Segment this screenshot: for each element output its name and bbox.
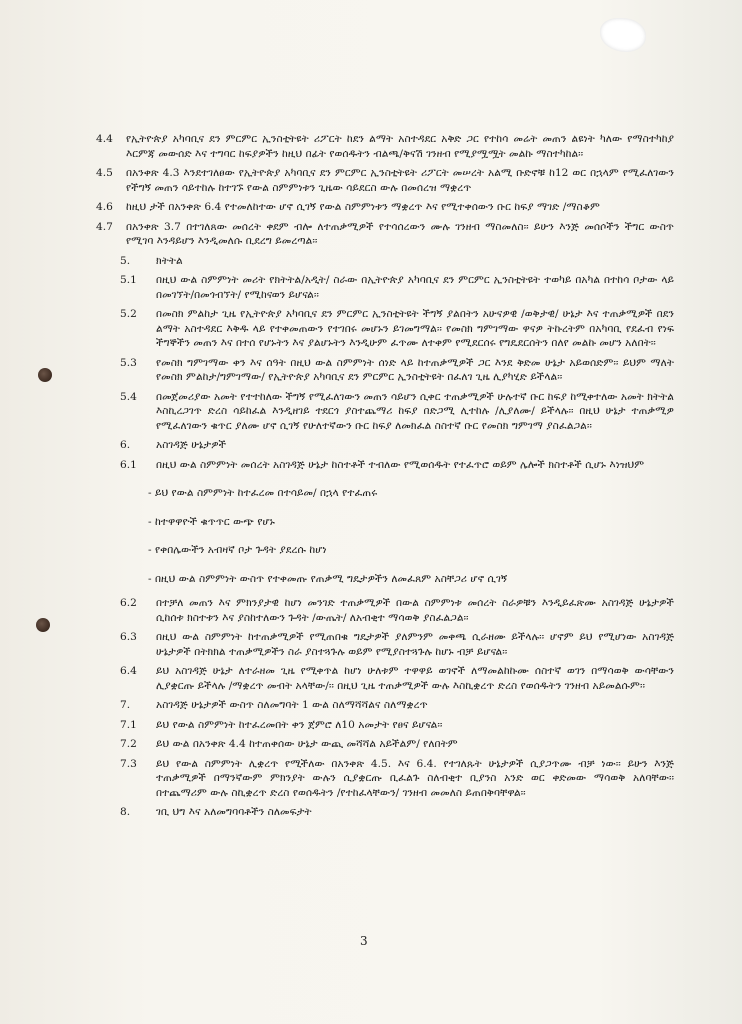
clause-text: በዚህ ውል ስምምነት መሰረት አስገዳጅ ሁኔታ ከስተቶች ተብለው የሚወሰዱት የተፈጥሮ ወይም ሌሎች ክስተቶች ሲሆኑ እነዝህም [156, 458, 645, 471]
clause-text: አስገዳጅ ሁኔታዎች ውስጥ ስለመግባት 1 ውል ስለማሻሻልና ስለማቋረጥ [156, 699, 428, 711]
clause-item [96, 596, 674, 625]
clause-number: 5. [120, 254, 131, 267]
clause-text: በመስክ ምልከታ ጊዜ የኢትዮጵያ አካባቢና ደን ምርምር ኢንስቲትዩት ችግኝ ያልበትን አሁናዎዊ /ወቅታዊ/ ሁኔታ እና ተጠቃሚዎች በደን ልማት አስተዳደር እቅዱ ላይ የተቀመጠውን የተገበሩ መሆኑን ይገመግማል፡፡ የመስክ ግምገማው ዋናዎ ትኩረትም በአካባቢ የደፈብ የነፍ ችግኞችን መጠን እና በተሰ የሆኑትን እና ያልሆኑትን እንዲሁም ፈጥሙ ለተቀም የሚደርሰሩ የግዴደርሰትን በለየ መልኩ መሆን አለበት፡፡ [156, 308, 674, 349]
clause-item [96, 438, 674, 453]
clause-number: 5.2 [120, 308, 137, 320]
dash-item: - ይህ የውል ስምምነት ከተፈረመ በተሳይመ/ በኋላ የተፈጠሩ [148, 487, 378, 499]
clause-number: 4.6 [96, 201, 113, 213]
clause-number: 6.2 [120, 597, 137, 609]
clause-number: 6. [120, 439, 131, 451]
clause-text: ይህ ውል በአንቀጽ 4.4 ከተጠቀሰው ሁኔታ ውጪ መሻሻል አይችልም/ የለበትም [156, 738, 458, 750]
clause-item [96, 200, 674, 215]
punch-hole [36, 618, 50, 632]
clause-number: 6.4 [120, 665, 137, 677]
clause-text: ይህ የውል ስምምነት ከተፈረመበት ቀን ጀምሮ ለ10 አመታት የፀና ይሆናል፡፡ [156, 718, 443, 731]
torn-corner [600, 18, 646, 52]
clause-text: በዚህ ውል ስምምነት ከተጠቃሚዎች የሚጠበቁ ግዴታዎች ያለምንም መቀጫ ሲራዘሙ ይችላሉ፡፡ ሆኖም ይህ የሚሆነው አስገዳጅ ሁኔታዎች በትክክል ተጠቃሚዎችን ስራ ያስተጓጉሉ ወይም የሚያስተጓጉሉ ከሆኑ ብቻ ይሆናል፡፡ [156, 631, 674, 658]
clause-item [96, 254, 674, 269]
dash-item: - ከተዋዋዮች ቁጥጥር ውጭ የሆኑ [148, 515, 275, 528]
clause-text: ገቢ ህግ እና አለመግባባቶችን ስለመፍታት [156, 806, 312, 818]
document-body [96, 132, 674, 825]
clause-text: ከዚህ ታች በአንቀጽ 6.4 የተመለከተው ሆኖ ሲገኝ የውል ስምምነቱን ማቋረጥ እና የሚተቀሰውን ቡር ከፍያ ማገድ /ማስቆም [126, 201, 600, 213]
clause-item [96, 273, 674, 302]
clause-item [96, 356, 674, 385]
clause-number: 7. [120, 699, 131, 711]
clause-text: የኢትዮጵያ አካባቢና ደን ምርምር ኢንስቲትዩት ሪፖርት ከደን ልማት አስተዳደር አቅድ ጋር የተከሳ መሬት መጠን ልዩነት ካለው የማስተካከያ እርምጃ መውሰድ እና ተግባር ከፍያዎችን ከዚህ በፊት የወሰዱትን ብልጫ/ቅናሽ ገንዘብ የሚያሟሟት መልኩ ማስተካከል፡፡ [126, 133, 674, 160]
clause-item [96, 166, 674, 195]
clause-text: በአንቀጽ 4.3 እንደተገለፀው የኢትዮጵያ አካባቢና ደን ምርምር ኢንስቲትዩት ሪፖርት መሠረት አልሚ ቡድኖቹ ከ12 ወር በኋላም የሚፈለገውን የችግኝ መጠን ሳይተከሉ ከተገኙ የውል ስምምነቱን ጊዜው ሳይደርስ ውሉ በመሰረዝ ማቋረጥ [126, 167, 674, 194]
clause-number: 4.7 [96, 220, 113, 233]
clause-item [96, 132, 674, 161]
clause-number: 8. [120, 806, 131, 818]
clause-item [96, 737, 674, 752]
clause-item [96, 458, 674, 473]
clause-number: 6.3 [120, 631, 137, 643]
clause-item [96, 757, 674, 801]
clause-number: 6.1 [120, 458, 137, 471]
clause-text: የመስክ ግምገማው ቀን እና ሰዓት በዚህ ውል ስምምነት ሰነድ ላይ ከተጠቃሚዎች ጋር እንደ ቅድመ ሁኔታ አይወሰድም፡፡ ይህም ማለት የመስክ ምልከታ/ግምገማው/ የኢትዮጵያ አካባቢና ደን ምርምር ኢንስቲትዩት በፈለገ ጊዜ ሊያካሂድ ይችላል፡፡ [156, 356, 674, 383]
clause-text: ይህ አስገዳጅ ሁኔታ ለተራዘመ ጊዜ የሚቀጥል ከሆነ ሁለቱም ተዋዋይ ወገኖች ለማመልከኩሙ ሰስተኛ ወገን በማሳወቅ ውሳቸውን ሊያቋርጡ ይችላሉ /ማቋረጥ መብት አላቸው/፡፡ በዚህ ጊዜ ተጠቃሚዎች ውሉ እስኪቋረጥ ድረስ የወሰዱትን ገንዘብ አይመልሱም፡፡ [156, 665, 674, 692]
clause-number: 5.1 [120, 274, 137, 286]
punch-hole [38, 368, 52, 382]
clause-text: በተቻለ መጠን እና ምክንያታዊ ከሆነ መንገድ ተጠቃሚዎች በውል ስምምነቱ መሰረት ስራዎቹን እንዲይፈጽሙ አስገዳጅ ሁኔታዎች ሲከሰቱ ክስተቱን እና ያስከተለውን ጉዳት /ውጤት/ ለአብቂተ ማሳወቅ ያስፈልጋል፡፡ [156, 597, 674, 624]
clause-item [96, 698, 674, 713]
clause-text: ይህ የውል ስምምነት ሊቋረጥ የሚችለው በአንቀጽ 4.5. እና 6.4. የተገለጹት ሁኔታዎች ሲያጋጥሙ ብቻ ነው፡፡ ይሁን እንጅ ተጠቃሚዎች በማንኛውም ምክንያት ውሉን ሲያቋርጡ ቢፈልጉ ስለብቂተ ቢያንስ አንድ ወር ቀድመው ማሳወቅ አለባቸው፡፡ በተጨማሪም ውሉ ስኪቋረጥ ድረስ የወሰዱትን /የተከፈላቸውን/ ገንዘብ መመለስ ይጠበቅባቸዋል፡፡ [156, 757, 674, 799]
dash-item: - በዚህ ውል ስምምነት ውስጥ የተቀመጡ የጠቃሚ ግዴታዎችን ለመፈጸም አስቸጋሪ ሆኖ ሲገኝ [148, 572, 508, 585]
clause-text: በዚህ ውል ስምምነት መሪት የክትትል/አዲት/ ስራው በኢትዮጵያ አካባቢና ደን ምርምር ኢንስቲትዩት ተወካይ በአካል በተከሳ ቦታው ላይ በመገኘት/በመጎብኘት/ የሚከናወን ይሆናል፡፡ [156, 274, 674, 301]
clause-number: 5.3 [120, 356, 137, 369]
clause-number: 7.3 [120, 757, 137, 770]
clause-text: በአንቀጽ 3.7 በተገለጸው መሰረት ቀደም ብሎ ለተጠቃሚዎች የተሳሰረውን ሙሉ ገንዘብ ማስመለስ፡፡ ይሁን እንጅ መሰሶችን ችግር ውስጥ የሚገባ እንዳይሆን እንዲመለሱ ቢደረግ ይመረጣል፡፡ [126, 220, 674, 247]
clause-item [96, 390, 674, 434]
page-number: 3 [360, 934, 368, 948]
clause-text: አስገዳጅ ሁኔታዎች [156, 439, 227, 451]
clause-item [96, 220, 674, 249]
clause-text: ክትትል [156, 254, 183, 267]
dash-item: - የቀበሌውችን አብዛኛ ቦታ ጉዳት ያደረሱ ከሆነ [148, 544, 327, 556]
clause-item [96, 630, 674, 659]
clause-item [96, 805, 674, 820]
clause-number: 5.4 [120, 390, 137, 403]
clause-number: 4.5 [96, 167, 113, 179]
clause-number: 4.4 [96, 133, 113, 145]
clause-text: በመጀመሪያው አመት የተተከለው ችግኝ የሚፈለገውን መጠን ሳይሆን ሲቀር ተጠቃሚዎች ሁሉተኛ ቡር ከፍያ ከሚቀተለው አመት ክትትል እስኪረጋገጥ ድረስ ሳይከፈል እንዲዘገይ ተደርጎ ያስተጨማሪ ከፍያ በድጋሚ ሊተከሉ /ሊያለሙ/ ይችላሉ፡፡ በዚህ ሁኔታ ተጠቃሚዎ የሚፈለገውን ቁጥር ያለሙ ሆኖ ሲገኝ የሁለተኛውን ቡር ከፍያ ለመክፈል ስስተኛ ቡር የመስክ ግምገማ ያስፈልጋል፡፡ [156, 390, 674, 432]
clause-item [96, 718, 674, 733]
clause-item [96, 664, 674, 693]
clause-item [96, 307, 674, 351]
clause-number: 7.2 [120, 738, 137, 750]
clause-number: 7.1 [120, 718, 137, 731]
